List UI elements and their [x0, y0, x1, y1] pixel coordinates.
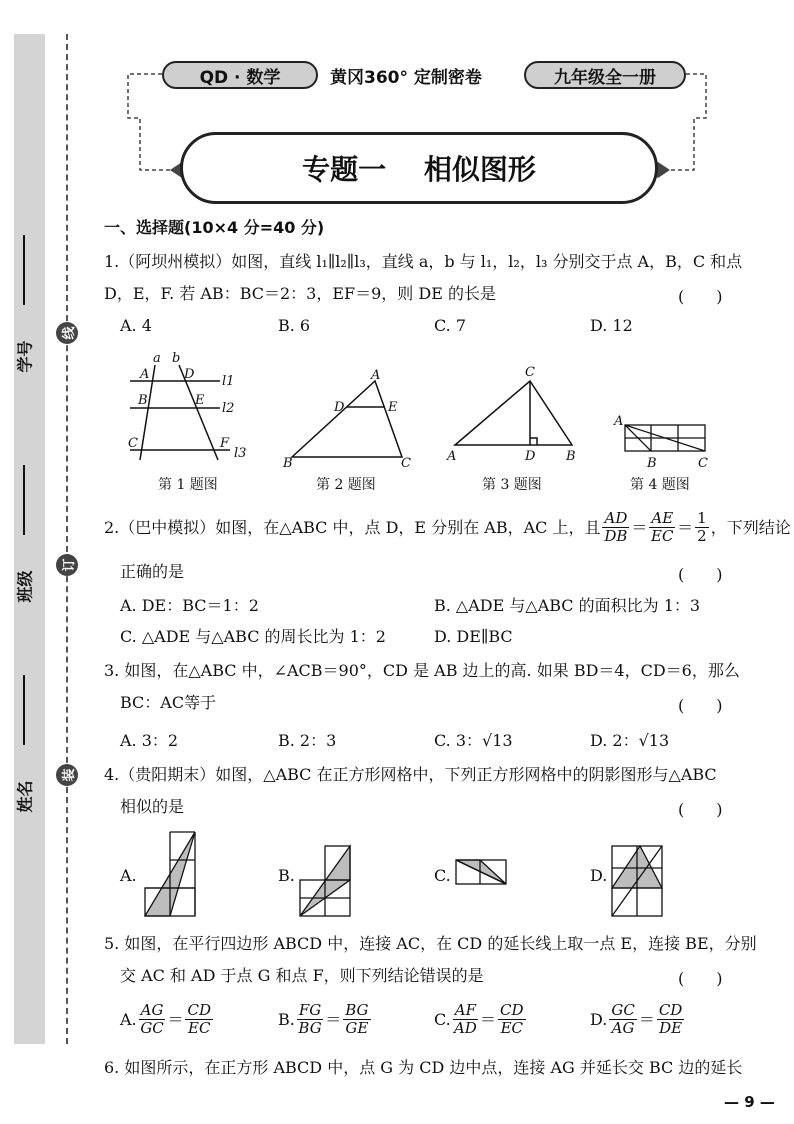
fig1-label-l3: l3	[234, 446, 247, 461]
q5-option-c[interactable]: C. $\frac{AF}{AD}$ ＝ $\frac{CD}{EC}$	[434, 1001, 524, 1037]
figures-row	[100, 345, 760, 475]
q3-line2: BC：AC等于	[120, 693, 217, 712]
q4-option-a-label[interactable]: A.	[120, 866, 137, 885]
figure-2-triangle	[292, 381, 402, 457]
fig1-label-l1: l1	[222, 374, 235, 389]
q6-line1: 6. 如图所示，在正方形 ABCD 中，点 G 为 CD 边中点，连接 AG 并延长交 BC 边的延长	[104, 1058, 743, 1077]
q4-figure-d	[612, 846, 662, 916]
student-id-field[interactable]	[0, 225, 48, 373]
series-title: 黄冈360° 定制密卷	[330, 67, 482, 88]
q2-option-c[interactable]: C. △ADE 与△ABC 的周长比为 1：2	[120, 627, 386, 646]
q1-line1: 1.（阿坝州模拟）如图，直线 l₁∥l₂∥l₃，直线 a，b 与 l₁，l₂，l₃ 分别交于点 A，B，C 和点	[104, 252, 743, 271]
q5-line1: 5. 如图，在平行四边形 ABCD 中，连接 AC，在 CD 的延长线上取一点 E，连接 BE，分别	[104, 934, 757, 953]
fig3-label-D: D	[525, 449, 536, 464]
fig4-caption: 第 4 题图	[630, 477, 690, 493]
fig1-label-B: B	[138, 393, 148, 408]
q4-figure-c	[456, 860, 506, 884]
page-number: — 9 —	[724, 1093, 775, 1111]
q2-line2: 正确的是	[120, 562, 185, 581]
q1-option-d[interactable]: D. 12	[590, 316, 633, 335]
fig3-label-B: B	[566, 449, 576, 464]
name-field[interactable]	[0, 665, 48, 813]
class-underline	[23, 465, 25, 535]
subject-pill: QD · 数学	[162, 61, 318, 89]
student-id-label: 学号	[15, 340, 35, 373]
q4-option-d-label[interactable]: D.	[590, 866, 608, 885]
fig1-label-a: a	[153, 351, 161, 366]
figure-3-right-triangle	[455, 381, 572, 445]
name-underline	[23, 675, 25, 745]
q5-option-a[interactable]: A. $\frac{AG}{GC}$ ＝ $\frac{CD}{EC}$	[120, 1001, 211, 1037]
student-id-underline	[23, 235, 25, 305]
q3-option-c[interactable]: C. 3：√13	[434, 731, 513, 750]
q1-option-b[interactable]: B. 6	[278, 316, 311, 335]
q1-option-a[interactable]: A. 4	[120, 316, 152, 335]
q1-answer-blank[interactable]: ( )	[678, 287, 723, 306]
q5-answer-blank[interactable]: ( )	[678, 969, 723, 988]
q1-option-c[interactable]: C. 7	[434, 316, 467, 335]
section-title: 一、选择题(10×4 分=40 分)	[104, 218, 325, 237]
q4-line2: 相似的是	[120, 797, 185, 816]
q4-option-b-label[interactable]: B.	[278, 866, 295, 885]
fig3-caption: 第 3 题图	[482, 477, 542, 493]
q2-option-b[interactable]: B. △ADE 与△ABC 的面积比为 1：3	[434, 596, 701, 615]
q2-suffix: ，下列结论	[710, 517, 791, 537]
class-field[interactable]	[0, 455, 48, 603]
q2-frac-ae-ec: $\frac{AE}{EC}$	[651, 509, 674, 545]
binding-mark-line-top: 线	[56, 322, 78, 344]
q2-option-a[interactable]: A. DE：BC＝1：2	[120, 596, 259, 615]
figure-4-grid	[625, 425, 705, 451]
fig1-caption: 第 1 题图	[158, 477, 218, 493]
q1-line2: D，E，F. 若 AB：BC＝2：3，EF＝9，则 DE 的长是	[104, 284, 496, 303]
q5-line2: 交 AC 和 AD 于点 G 和点 F，则下列结论错误的是	[120, 966, 484, 985]
fig1-label-D: D	[184, 367, 195, 382]
q4-option-figures	[140, 828, 700, 920]
class-label: 班级	[15, 570, 35, 603]
topic-title: 专题一 相似图形	[180, 132, 658, 204]
q4-answer-blank[interactable]: ( )	[678, 800, 723, 819]
fig2-label-B: B	[283, 456, 293, 471]
q2-answer-blank[interactable]: ( )	[678, 565, 723, 584]
q4-option-c-label[interactable]: C.	[434, 866, 451, 885]
binding-mark-staple: 订	[56, 554, 78, 576]
fig4-label-B: B	[647, 456, 657, 471]
q2-frac-ad-db: $\frac{AD}{DB}$	[604, 509, 628, 545]
q3-line1: 3. 如图，在△ABC 中，∠ACB＝90°，CD 是 AB 边上的高. 如果 BD＝4，CD＝6，那么	[104, 661, 740, 680]
q4-line1: 4.（贵阳期末）如图，△ABC 在正方形网格中，下列正方形网格中的阴影图形与△ABC	[104, 765, 717, 784]
fig1-label-b: b	[172, 351, 181, 366]
fig3-label-A: A	[447, 449, 457, 464]
q2-option-d[interactable]: D. DE∥BC	[434, 627, 513, 646]
q5-option-d[interactable]: D. $\frac{GC}{AG}$ ＝ $\frac{CD}{DE}$	[590, 1001, 683, 1037]
fig1-label-E: E	[195, 393, 205, 408]
name-label: 姓名	[15, 780, 35, 813]
q3-option-a[interactable]: A. 3：2	[120, 731, 179, 750]
fig2-label-D: D	[334, 400, 345, 415]
q3-option-d[interactable]: D. 2：√13	[590, 731, 670, 750]
grade-pill: 九年级全一册	[524, 61, 686, 89]
q5-option-b[interactable]: B. $\frac{FG}{BG}$ ＝ $\frac{BG}{GE}$	[278, 1001, 369, 1037]
fig2-label-C: C	[401, 456, 411, 471]
fig4-label-A: A	[614, 414, 624, 429]
fig2-label-E: E	[388, 400, 398, 415]
fig2-caption: 第 2 题图	[316, 477, 376, 493]
fig4-label-C: C	[698, 456, 708, 471]
fig1-label-F: F	[220, 436, 230, 451]
q3-option-b[interactable]: B. 2：3	[278, 731, 337, 750]
q4-figure-b	[300, 846, 350, 916]
fig1-label-C: C	[128, 436, 138, 451]
fig2-label-A: A	[371, 368, 381, 383]
q4-figure-a	[145, 832, 195, 916]
fig1-label-A: A	[140, 367, 150, 382]
fig1-label-l2: l2	[222, 401, 235, 416]
q2-line1: 2.（巴中模拟）如图，在△ABC 中，点 D，E 分别在 AB，AC 上，且 $\frac{AD}{DB}$ ＝ $\frac{AE}{EC}$ ＝ $\frac{1}{2}$ ，下列结论	[104, 509, 791, 545]
binding-mark-bind: 装	[56, 764, 78, 786]
q3-answer-blank[interactable]: ( )	[678, 696, 723, 715]
q2-prefix: 2.（巴中模拟）如图，在△ABC 中，点 D，E 分别在 AB，AC 上，且	[104, 517, 601, 537]
fig3-label-C: C	[525, 365, 535, 380]
q2-frac-one-half: $\frac{1}{2}$	[697, 509, 707, 545]
